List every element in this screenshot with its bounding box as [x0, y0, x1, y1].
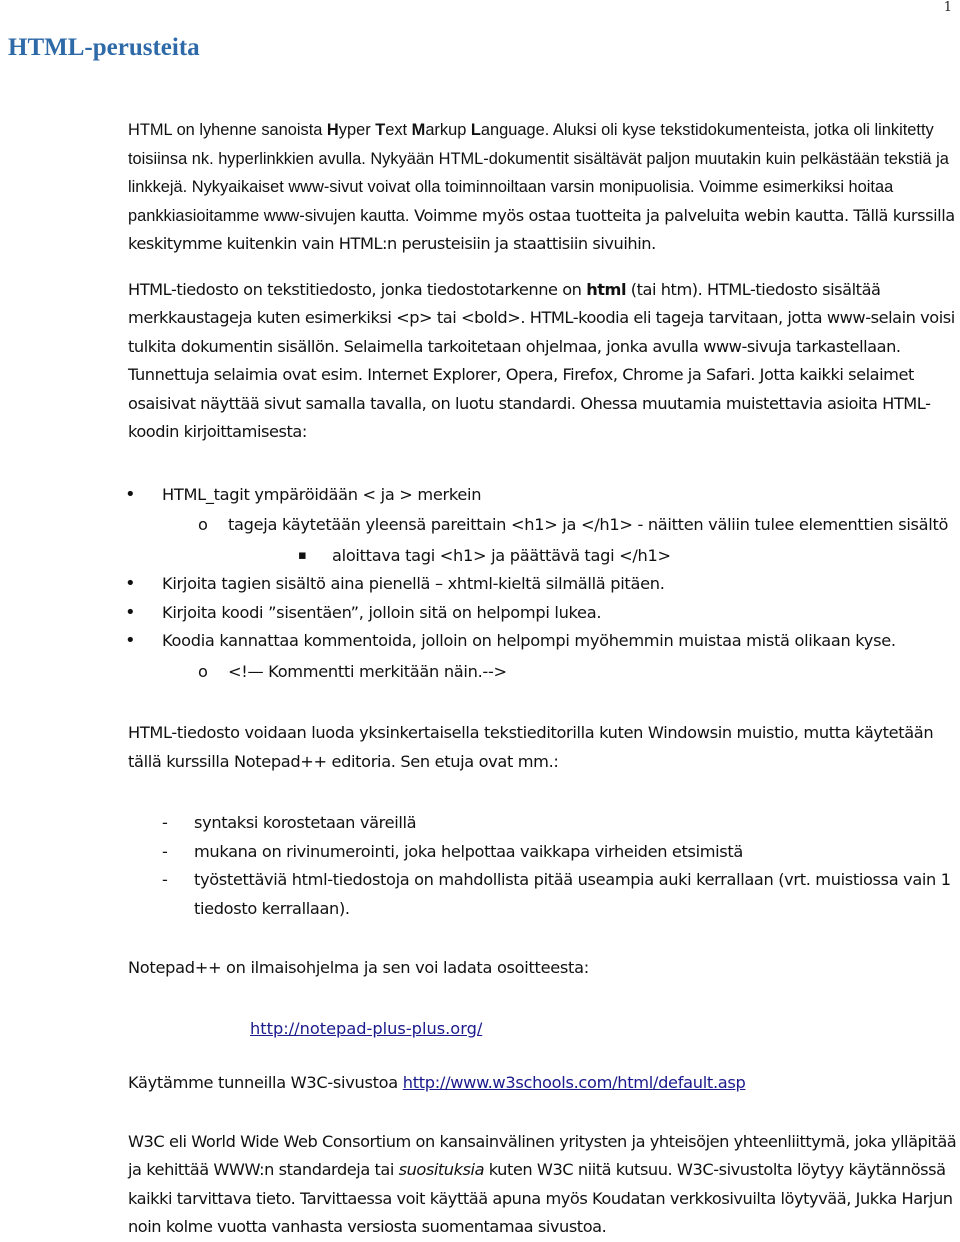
- intro-text-end: Voimme myös ostaa tuotteita ja palveluita webin kautta. Tällä kurssilla keskitymme kuitenkin vain HTML:n perusteisiin ja staattisiin sivuihin.: [128, 205, 955, 253]
- list-item: - syntaksi korostetaan väreillä: [128, 809, 960, 838]
- sub-list: [162, 511, 960, 570]
- list-item: - työstettäviä html-tiedostoja on mahdollista pitää useampia auki kerrallaan (vrt. muistiossa vain 1 tiedosto kerrallaan).: [128, 866, 960, 923]
- intro-word-markup: arkup: [425, 121, 471, 139]
- sub-list: [162, 658, 960, 687]
- list-item: - mukana on rivinumerointi, joka helpottaa vaikkapa virheiden etsimistä: [128, 838, 960, 867]
- intro-paragraph: [128, 116, 960, 259]
- intro-letter-l: L: [470, 121, 481, 139]
- w3c-before: W3C eli World Wide Web Consortium on kansainvälinen yritysten ja yhteisöjen yhteenliittymä, joka ylläpitää ja kehittää WWW:n standardeja tai: [128, 1131, 957, 1179]
- w3c-after: kuten W3C niitä kutsuu. W3C-sivustolta löytyy käytännössä kaikki tarvittava tieto. Tarvittaessa voit käyttää apuna myös Koudatan verkkosivuilta löytyvää, Jukka Harjun noin kolme vuotta vanhasta versiosta suomentamaa sivustoa.: [128, 1160, 953, 1236]
- tip-comment-example: <!— Kommentti merkitään näin.-->: [228, 661, 507, 681]
- notepad-plus-plus-link[interactable]: http://notepad-plus-plus.org/: [250, 1018, 483, 1038]
- tips-list: [128, 481, 960, 687]
- page-title: HTML-perusteita: [8, 34, 200, 61]
- page-number: 1: [943, 0, 952, 15]
- list-item: [228, 542, 960, 571]
- sub-sub-list: [228, 542, 960, 571]
- notepad-paragraph: HTML-tiedosto voidaan luoda yksinkertaisella tekstieditorilla kuten Windowsin muistio, mutta käytetään tällä kurssilla Notepad++ editoria. Sen etuja ovat mm.:: [128, 723, 934, 771]
- tip-tags: HTML_tagit ympäröidään < ja > merkein: [162, 484, 482, 504]
- tip-open-close: aloittava tagi <h1> ja päättävä tagi </h1>: [332, 545, 671, 565]
- w3c-italic: suosituksia: [398, 1160, 485, 1179]
- list-item: [162, 511, 960, 570]
- list-item: [128, 481, 960, 571]
- list-item: [162, 658, 960, 687]
- notepad-link-line: [128, 1015, 960, 1044]
- list-item: [128, 570, 960, 599]
- intro-letter-h: H: [326, 121, 339, 139]
- w3schools-link[interactable]: http://www.w3schools.com/html/default.asp: [402, 1073, 746, 1092]
- w3schools-paragraph: [128, 1069, 960, 1098]
- tip-indent: Kirjoita koodi ”sisentäen”, jolloin sitä on helpompi lukea.: [162, 602, 602, 622]
- tip-lowercase: Kirjoita tagien sisältö aina pienellä – xhtml-kieltä silmällä pitäen.: [162, 574, 665, 593]
- download-paragraph: Notepad++ on ilmaisohjelma ja sen voi ladata osoitteesta:: [128, 958, 589, 977]
- w3c-paragraph: [128, 1128, 960, 1242]
- tip-tags-pairs: tageja käytetään yleensä pareittain <h1> ja </h1> - näitten väliin tulee elementtien sisältö: [228, 515, 949, 534]
- w3-text: Käytämme tunneilla W3C-sivustoa: [128, 1073, 403, 1092]
- list-item: [128, 599, 960, 628]
- tip-comments: Koodia kannattaa kommentoida, jolloin on helpompi myöhemmin muistaa mistä olikaan kyse.: [162, 631, 896, 650]
- html-para-before: HTML-tiedosto on tekstitiedosto, jonka tiedostotarkenne on: [128, 279, 587, 299]
- list-item: [128, 627, 960, 686]
- html-para-after: (tai htm). HTML-tiedosto sisältää merkkaustageja kuten esimerkiksi <p> tai <bold>. HTML-koodia eli tageja tarvitaan, jotta www-selain voisi tulkita dokumentin sisällön. Selaimella tarkoitetaan ohjelmaa, jonka avulla www-sivuja tarkastellaan. Tunnettuja selaimia ovat esim. Internet Explorer, Opera, Firefox, Chrome ja Safari. Jotta kaikki selaimet osaisivat näyttää sivut samalla tavalla, on luotu standardi. Ohessa muutamia muistettavia asioita HTML-koodin kirjoittamisesta:: [128, 279, 955, 441]
- html-extension: html: [586, 279, 627, 299]
- intro-letter-m: M: [411, 121, 426, 139]
- intro-text-rest: anguage. Aluksi oli kyse tekstidokumenteista, jotka oli linkitetty toisiinsa nk. hyperlinkkien avulla. Nykyään HTML-dokumentit sisältävät paljon muutakin kuin pelkästään tekstiä ja linkkejä. Nykyaikaiset www-sivut voivat olla toiminnoiltaan varsin monipuolisia. Voimme esimerkiksi hoitaa pankkiasioitamme www-sivujen kautta.: [128, 121, 949, 225]
- html-file-paragraph: [128, 276, 960, 447]
- benefits-list: [128, 809, 960, 923]
- intro-word-text: ext: [385, 121, 412, 139]
- intro-text-start: HTML on lyhenne sanoista: [128, 121, 327, 139]
- document-body: [128, 116, 960, 1242]
- intro-word-hyper: yper: [338, 121, 376, 139]
- intro-letter-t: T: [375, 121, 386, 139]
